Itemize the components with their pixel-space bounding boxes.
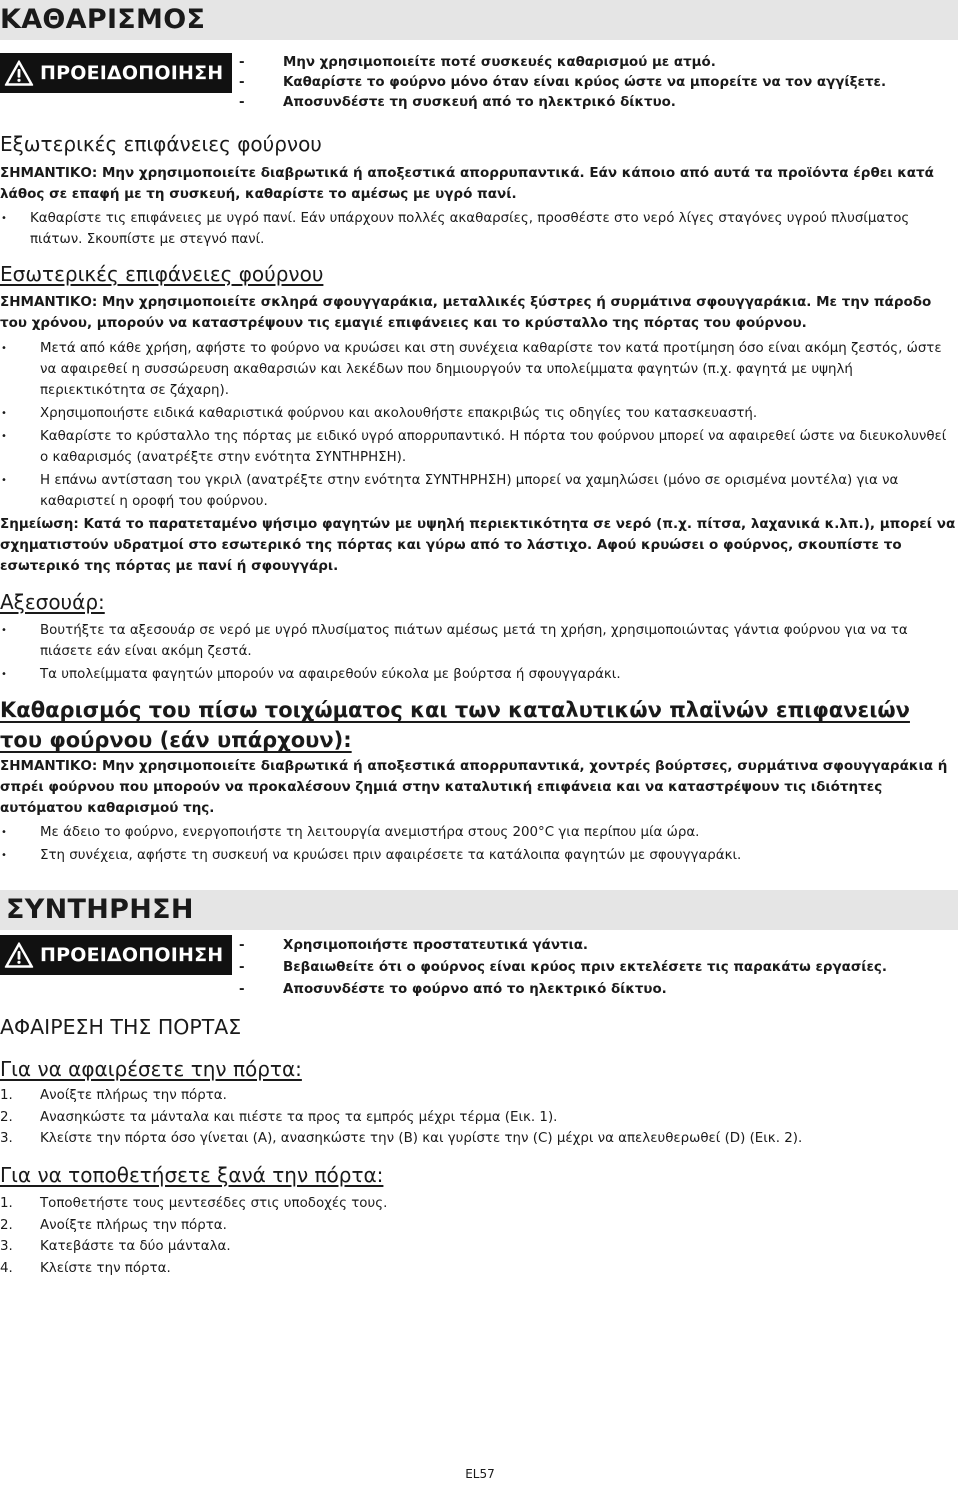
warning-block-maintenance xyxy=(0,935,960,997)
section-band-cleaning xyxy=(0,0,958,40)
accessories-bullets xyxy=(0,620,958,685)
warning-item: - Μην χρησιμοποιείτε ποτέ συσκευές καθαρισμού με ατμό. xyxy=(239,53,886,73)
remove-door-heading: Για να αφαιρέσετε την πόρτα: xyxy=(0,1057,302,1081)
section-title-maintenance: ΣΥΝΤΗΡΗΣΗ xyxy=(6,894,194,925)
interior-heading: Εσωτερικές επιφάνειες φούρνου xyxy=(0,262,324,286)
exterior-heading: Εξωτερικές επιφάνειες φούρνου xyxy=(0,132,322,156)
warning-list xyxy=(239,936,887,1000)
exterior-important: ΣΗΜΑΝΤΙΚΟ: Μην χρησιμοποιείτε διαβρωτικά ή αποξεστικά απορρυπαντικά. Εάν κάποιο από αυτά τα προϊόντα έρθει κατά λάθος σε επαφή με τη συσκευή, καθαρίστε το αμέσως με υγρό πανί. xyxy=(0,165,934,202)
section-band-maintenance xyxy=(0,890,958,930)
step-item: 1. Τοποθετήστε τους μεντεσέδες στις υποδοχές τους. xyxy=(0,1196,388,1211)
refit-steps-list xyxy=(0,1193,958,1279)
list-item: • Μετά από κάθε χρήση, αφήστε το φούρνο να κρυώσει και στη συνέχεια καθαρίστε τον κατά προτίμηση όσο είναι ακόμη ζεστός, ώστε να αφαιρεθεί η συσσώρευση ακαθαρσιών και λεκέδων που δημιουργούν τα υπολείμματα φαγητών (π.χ. φαγητά με υψηλή περιεκτικότητα σε ζάχαρη). xyxy=(0,338,958,401)
step-item: 1. Ανοίξτε πλήρως την πόρτα. xyxy=(0,1088,227,1103)
warning-label: ΠΡΟΕΙΔΟΠΟΙΗΣΗ xyxy=(40,944,224,966)
list-item: • Βουτήξτε τα αξεσουάρ σε νερό με υγρό πλυσίματος πιάτων αμέσως μετά τη χρήση, χρησιμοποιώντας γάντια φούρνου για να τα πιάσετε εάν είναι ακόμη ζεστά. xyxy=(0,620,958,662)
catalytic-bullets xyxy=(0,822,958,866)
list-item: • Η επάνω αντίσταση του γκριλ (ανατρέξτε στην ενότητα ΣΥΝΤΗΡΗΣΗ) μπορεί να χαμηλώσει (μόνο σε ορισμένα μοντέλα) για να καθαριστεί η οροφή του φούρνου. xyxy=(0,470,958,512)
section-title-cleaning: ΚΑΘΑΡΙΣΜΟΣ xyxy=(0,4,206,35)
remove-steps-list xyxy=(0,1085,958,1150)
step-item: 4. Κλείστε την πόρτα. xyxy=(0,1260,171,1276)
warning-item: - Βεβαιωθείτε ότι ο φούρνος είναι κρύος πριν εκτελέσετε τις παρακάτω εργασίες. xyxy=(239,958,887,978)
warning-triangle-icon xyxy=(4,59,34,87)
warning-list xyxy=(239,53,886,113)
list-item: • Καθαρίστε τις επιφάνειες με υγρό πανί. Εάν υπάρχουν πολλές ακαθαρσίες, προσθέστε στο νερό λίγες σταγόνες υγρού πλυσίματος πιάτων. Σκουπίστε με στεγνό πανί. xyxy=(0,208,958,250)
interior-body xyxy=(0,292,958,577)
warning-item: - Καθαρίστε το φούρνο μόνο όταν είναι κρύος ώστε να μπορείτε να τον αγγίξετε. xyxy=(239,73,886,93)
remove-door-steps xyxy=(0,1085,958,1150)
list-item: • Στη συνέχεια, αφήστε τη συσκευή να κρυώσει πριν αφαιρέσετε τα κατάλοιπα φαγητών με σφουγγαράκι. xyxy=(0,845,958,866)
door-removal-title: ΑΦΑΙΡΕΣΗ ΤΗΣ ΠΟΡΤΑΣ xyxy=(0,1015,242,1039)
interior-important: ΣΗΜΑΝΤΙΚΟ: Μην χρησιμοποιείτε σκληρά σφουγγαράκια, μεταλλικές ξύστρες ή συρμάτινα σφουγγαράκια. Με την πάροδο του χρόνου, μπορούν να καταστρέψουν τις εμαγιέ επιφάνειες και το κρύσταλλο της πόρτας του φούρνου. xyxy=(0,294,932,331)
step-item: 2. Ανοίξτε πλήρως την πόρτα. xyxy=(0,1217,227,1233)
catalytic-section xyxy=(0,695,930,755)
catalytic-body xyxy=(0,756,958,866)
step-item: 3. Κατεβάστε τα δύο μάνταλα. xyxy=(0,1239,231,1254)
list-item: • Τα υπολείμματα φαγητών μπορούν να αφαιρεθούν εύκολα με βούρτσα ή σφουγγαράκι. xyxy=(0,664,958,685)
refit-door-steps xyxy=(0,1193,958,1279)
interior-bullets xyxy=(0,338,958,512)
page-number: EL57 xyxy=(465,1467,495,1481)
list-item: • Με άδειο το φούρνο, ενεργοποιήστε τη λειτουργία ανεμιστήρα στους 200°C για περίπου μία ώρα. xyxy=(0,822,958,843)
warning-item: - Χρησιμοποιήστε προστατευτικά γάντια. xyxy=(239,936,887,956)
refit-door-section xyxy=(0,1162,958,1188)
door-removal-section xyxy=(0,1014,958,1040)
warning-triangle-icon xyxy=(4,941,34,969)
exterior-body xyxy=(0,163,958,250)
warning-label: ΠΡΟΕΙΔΟΠΟΙΗΣΗ xyxy=(40,62,224,84)
catalytic-important: ΣΗΜΑΝΤΙΚΟ: Μην χρησιμοποιείτε διαβρωτικά ή αποξεστικά απορρυπαντικά, χοντρές βούρτσες, συρμάτινα σφουγγαράκια ή σπρέι φούρνου που μπορούν να προκαλέσουν ζημιά στην καταλυτική επιφάνεια και να καταστρέψουν τις ιδιότητες αυτόματου καθαρισμού της. xyxy=(0,758,948,816)
exterior-bullets xyxy=(0,208,958,250)
step-item: 2. Ανασηκώστε τα μάνταλα και πιέστε τα προς τα εμπρός μέχρι τέρμα (Εικ. 1). xyxy=(0,1109,558,1125)
accessories-section xyxy=(0,589,958,615)
exterior-section xyxy=(0,131,958,157)
warning-item: - Αποσυνδέστε τη συσκευή από το ηλεκτρικό δίκτυο. xyxy=(239,93,886,113)
remove-door-section xyxy=(0,1056,958,1082)
accessories-body xyxy=(0,620,958,685)
warning-item: - Αποσυνδέστε το φούρνο από το ηλεκτρικό δίκτυο. xyxy=(239,980,887,1000)
list-item: • Χρησιμοποιήστε ειδικά καθαριστικά φούρνου και ακολουθήστε επακριβώς τις οδηγίες του κατασκευαστή. xyxy=(0,403,958,424)
interior-section xyxy=(0,261,958,287)
warning-badge xyxy=(0,53,232,93)
accessories-heading: Αξεσουάρ: xyxy=(0,590,105,614)
warning-block-cleaning xyxy=(0,53,960,115)
warning-badge xyxy=(0,935,232,975)
step-item: 3. Κλείστε την πόρτα όσο γίνεται (A), ανασηκώστε την (B) και γυρίστε την (C) μέχρι να απελευθερωθεί (D) (Εικ. 2). xyxy=(0,1131,803,1146)
interior-note: Σημείωση: Κατά το παρατεταμένο ψήσιμο φαγητών με υψηλή περιεκτικότητα σε νερό (π.χ. πίτσα, λαχανικά κ.λπ.), μπορεί να σχηματιστούν υδρατμοί στο εσωτερικό της πόρτας και γύρω από το λάστιχο. Αφού κρυώσει ο φούρνος, σκουπίστε το εσωτερικό της πόρτας με πανί ή σφουγγάρι. xyxy=(0,516,956,574)
catalytic-heading: Καθαρισμός του πίσω τοιχώματος και των καταλυτικών πλαϊνών επιφανειών του φούρνου (εάν υπάρχουν): xyxy=(0,698,910,752)
refit-door-heading: Για να τοποθετήσετε ξανά την πόρτα: xyxy=(0,1163,384,1187)
list-item: • Καθαρίστε το κρύσταλλο της πόρτας με ειδικό υγρό απορρυπαντικό. Η πόρτα του φούρνου μπορεί να αφαιρεθεί ώστε να διευκολυνθεί ο καθαρισμός (ανατρέξτε στην ενότητα ΣΥΝΤΗΡΗΣΗ). xyxy=(0,426,958,468)
